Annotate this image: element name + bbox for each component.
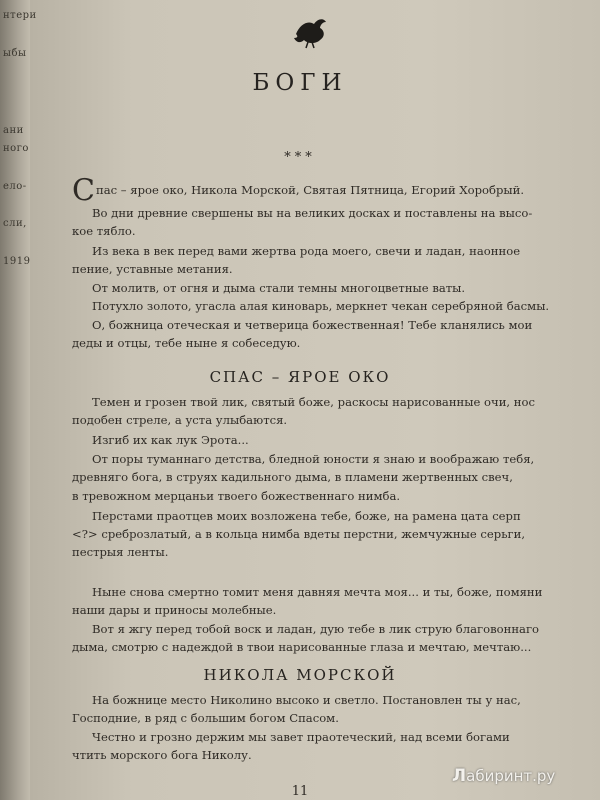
- section1-line: Изгиб их как лук Эрота...: [92, 433, 249, 447]
- intro-line: От молитв, от огня и дыма стали темны многоцветные ваты.: [92, 281, 466, 295]
- gutter-fragment: ыбы: [3, 48, 27, 59]
- page-number: 11: [291, 784, 309, 799]
- section1-line: в тревожном мерцаньи твоего божественнаго нимба.: [72, 489, 401, 503]
- section1-line: пестрыя ленты.: [72, 545, 169, 559]
- section1-line: Перстами праотцев моих возложена тебе, боже, на рамена цата серп: [92, 509, 521, 523]
- section1-line: древняго бога, в струях кадильного дыма, в пламени жертвенных свеч,: [72, 470, 513, 484]
- section2-line: чтить морского бога Николу.: [72, 748, 252, 762]
- chapter-title: БОГИ: [252, 70, 348, 96]
- intro-line: О, божница отеческая и четверица божественная! Тебе кланялись мои: [92, 318, 533, 332]
- intro-line-1: Спас – ярое око, Никола Морской, Святая Пятница, Егорий Хоробрый.: [72, 173, 525, 208]
- intro-line: Потухло золото, угасла алая киноварь, меркнет чекан серебряной басмы.: [92, 299, 550, 313]
- gutter-fragment: ного: [3, 143, 29, 154]
- section2-line: Господние, в ряд с большим богом Спасом.: [72, 711, 339, 725]
- intro-line: кое тябло.: [72, 224, 136, 238]
- labirint-watermark: Лабиринт.ру: [452, 766, 556, 786]
- section1-line: От поры туманнаго детства, бледной юности я знаю и воображаю тебя,: [92, 452, 535, 466]
- intro-line: Из века в век перед вами жертва рода моего, свечи и ладан, наонное: [92, 244, 521, 258]
- section1-line: Ныне снова смертно томит меня давняя мечта моя... и ты, боже, помяни: [92, 585, 543, 599]
- bird-ornament-icon: [290, 14, 330, 50]
- intro-line: пение, уставные метания.: [72, 262, 233, 276]
- section1-line: наши дары и приносы молебные.: [72, 603, 277, 617]
- gutter-fragment: сли,: [3, 218, 27, 229]
- gutter-fragment: 1919: [3, 256, 31, 267]
- section1-line: Вот я жгу перед тобой воск и ладан, дую тебе в лик струю благовоннаго: [92, 622, 540, 636]
- section-heading-nikola: НИКОЛА МОРСКОЙ: [203, 666, 397, 684]
- section1-line: Темен и грозен твой лик, святый боже, раскосы нарисованные очи, нос: [92, 395, 535, 409]
- gutter-fragment: ело-: [3, 181, 27, 192]
- section1-line: <?> среброзлатый, а в кольца нимба вдеты перстни, жемчужные серьги,: [72, 527, 526, 541]
- section2-line: Честно и грозно держим мы завет праотеческий, над всеми богами: [92, 730, 510, 744]
- intro-line: деды и отцы, тебе ныне я собеседую.: [72, 336, 301, 350]
- gutter-fragment: нтери: [3, 10, 37, 21]
- section-heading-spas: СПАС – ЯРОЕ ОКО: [209, 368, 391, 386]
- section1-line: дыма, смотрю с надеждой в твои нарисованные глаза и мечтаю, мечтаю...: [72, 640, 532, 654]
- section2-line: На божнице место Николино высоко и светло. Постановлен ты у нас,: [92, 693, 521, 707]
- gutter-fragment: ани: [3, 125, 24, 136]
- section-separator: ***: [284, 150, 316, 165]
- drop-cap: С: [72, 173, 95, 208]
- section1-line: подобен стреле, а уста улыбаются.: [72, 413, 288, 427]
- intro-line: Во дни древние свершены вы на великих досках и поставлены на высо-: [92, 206, 533, 220]
